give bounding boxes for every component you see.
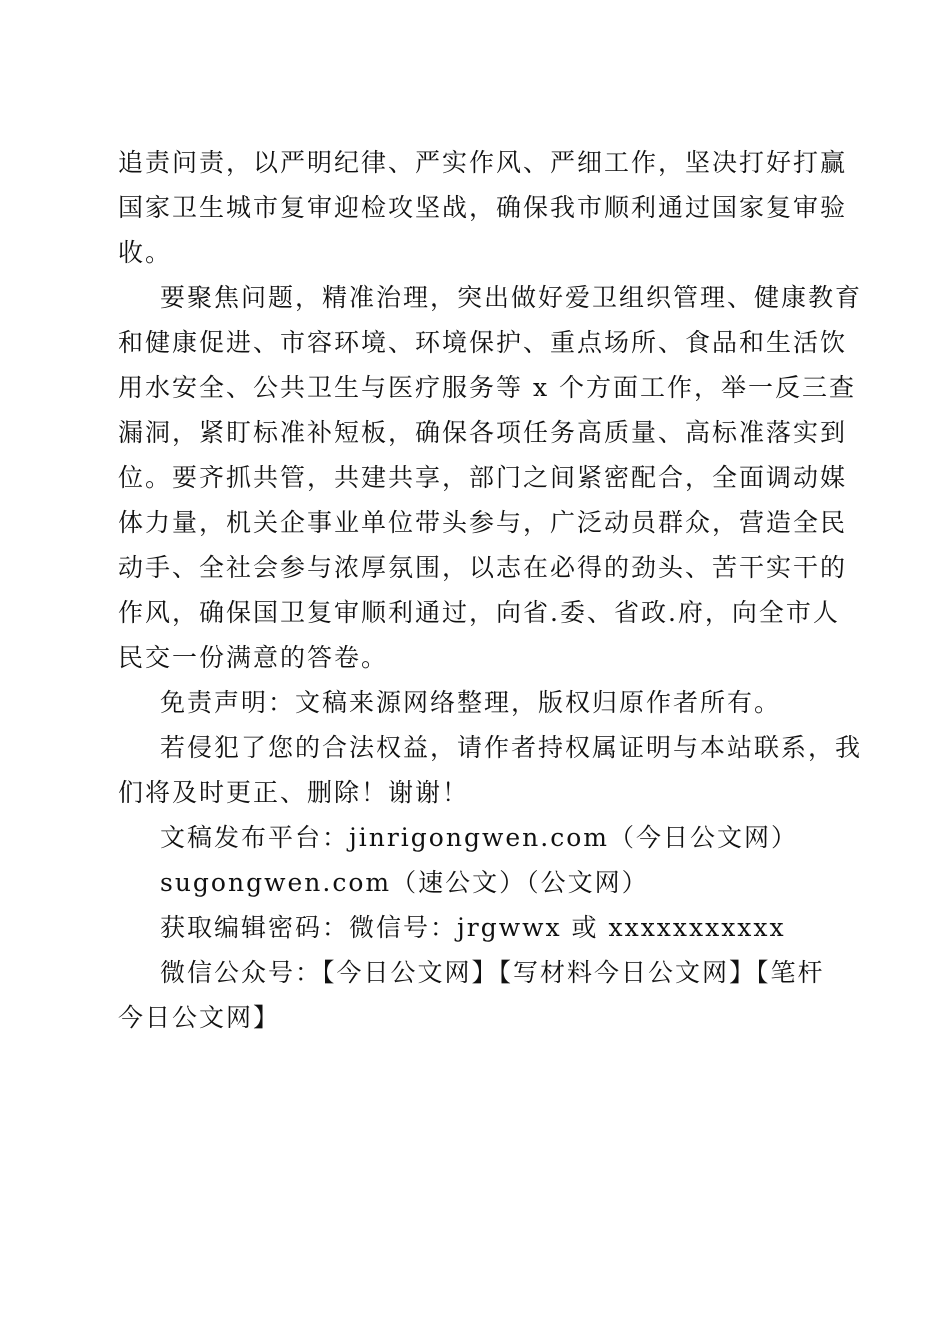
text-line: 作风，确保国卫复审顺利通过，向省.委、省政.府，向全市人	[118, 598, 840, 627]
text-line: 国家卫生城市复审迎检攻坚战，确保我市顺利通过国家复审验	[118, 193, 848, 222]
text-line: sugongwen.com（速公文）（公文网）	[160, 868, 649, 897]
text-line: 今日公文网】	[118, 1003, 281, 1032]
text-line: 民交一份满意的答卷。	[118, 643, 389, 672]
paragraph-edit-password	[118, 905, 826, 950]
text-line: 收。	[118, 238, 173, 267]
paragraph-infringement-notice	[118, 725, 863, 815]
text-line: 免责声明：文稿来源网络整理，版权归原作者所有。	[160, 688, 782, 717]
text-line: 若侵犯了您的合法权益，请作者持权属证明与本站联系，我	[160, 733, 863, 762]
text-line: 位。要齐抓共管，共建共享，部门之间紧密配合，全面调动媒	[118, 463, 848, 492]
text-line: 体力量，机关企事业单位带头参与，广泛动员群众，营造全民	[118, 508, 848, 537]
text-line: 追责问责，以严明纪律、严实作风、严细工作，坚决打好打赢	[118, 148, 848, 177]
text-line: 微信公众号：【今日公文网】【写材料今日公文网】【笔杆	[160, 958, 825, 987]
text-line: 用水安全、公共卫生与医疗服务等 x 个方面工作，举一反三查	[118, 373, 856, 402]
text-line: 动手、全社会参与浓厚氛围，以志在必得的劲头、苦干实干的	[118, 553, 848, 582]
paragraph-disclaimer	[118, 680, 826, 725]
paragraph-wechat-accounts	[118, 950, 826, 1040]
document-body	[118, 140, 863, 1040]
text-line: 要聚焦问题，精准治理，突出做好爱卫组织管理、健康教育	[160, 283, 863, 312]
text-line: 文稿发布平台：jinrigongwen.com（今日公文网）	[160, 823, 798, 852]
paragraph-sugongwen	[118, 860, 826, 905]
text-line: 漏洞，紧盯标准补短板，确保各项任务高质量、高标准落实到	[118, 418, 848, 447]
paragraph-publish-platform	[118, 815, 826, 860]
paragraph-focus-problems	[118, 275, 863, 680]
text-line: 和健康促进、市容环境、环境保护、重点场所、食品和生活饮	[118, 328, 848, 357]
text-line: 们将及时更正、删除！谢谢！	[118, 778, 470, 807]
text-line: 获取编辑密码：微信号：jrgwwx 或 xxxxxxxxxxx	[160, 913, 786, 942]
paragraph-accountability	[118, 140, 848, 275]
